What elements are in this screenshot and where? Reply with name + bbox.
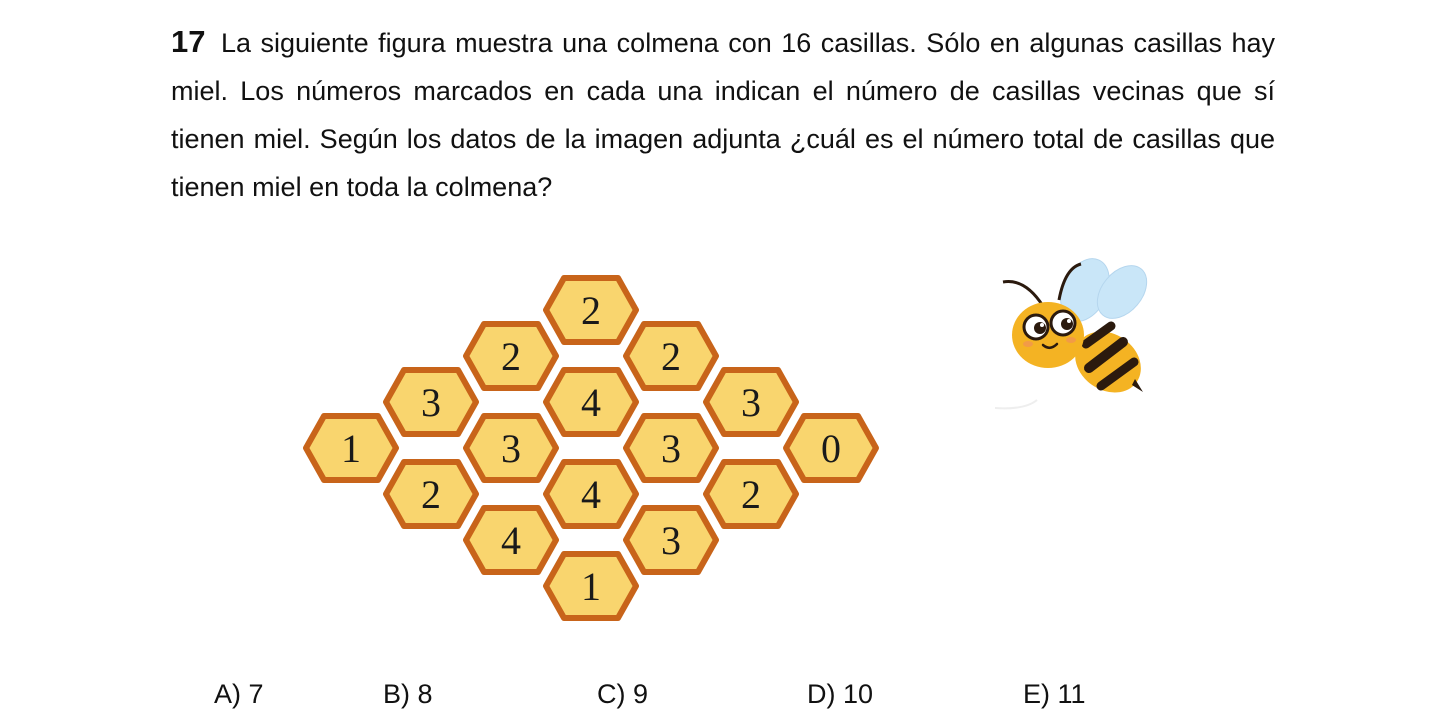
hive-cell-value: 4 bbox=[581, 472, 601, 517]
hive-cell-top bbox=[546, 278, 636, 342]
hive-cell-left-low bbox=[386, 462, 476, 526]
hive-cell-value: 4 bbox=[501, 518, 521, 563]
hive-cell-value: 3 bbox=[421, 380, 441, 425]
hive-cell-bottom bbox=[546, 554, 636, 618]
hive-cell-inner-left bbox=[466, 416, 556, 480]
hive-cell-value: 2 bbox=[421, 472, 441, 517]
answer-options bbox=[0, 676, 1446, 716]
hive-cell-value: 4 bbox=[581, 380, 601, 425]
hive-cell-value: 2 bbox=[741, 472, 761, 517]
option-d[interactable]: D) 10 bbox=[807, 679, 874, 709]
hive-cell-center-bottom bbox=[546, 462, 636, 526]
hive-cell-value: 3 bbox=[501, 426, 521, 471]
hive-cell-lower-right bbox=[626, 508, 716, 572]
hive-cell-value: 3 bbox=[741, 380, 761, 425]
bee-illustration bbox=[985, 250, 1165, 430]
honeycomb-figure bbox=[300, 262, 900, 632]
hive-cell-lower-left bbox=[466, 508, 556, 572]
hive-cell-value: 1 bbox=[581, 564, 601, 609]
hive-cell-value: 3 bbox=[661, 426, 681, 471]
hive-cell-far-right bbox=[786, 416, 876, 480]
hive-cell-left-high bbox=[386, 370, 476, 434]
hive-cell-value: 2 bbox=[661, 334, 681, 379]
option-a[interactable]: A) 7 bbox=[214, 679, 264, 709]
hive-cell-value: 3 bbox=[661, 518, 681, 563]
hive-cell-inner-right bbox=[626, 416, 716, 480]
question-text bbox=[171, 18, 1275, 211]
option-b[interactable]: B) 8 bbox=[383, 679, 433, 709]
question-number: 17 bbox=[171, 24, 206, 59]
option-e[interactable]: E) 11 bbox=[1023, 679, 1086, 709]
hive-cell-value: 2 bbox=[501, 334, 521, 379]
hive-cell-right-high bbox=[706, 370, 796, 434]
hive-cell-right-low bbox=[706, 462, 796, 526]
hive-cell-center-top bbox=[546, 370, 636, 434]
hive-cell-value: 0 bbox=[821, 426, 841, 471]
option-c[interactable]: C) 9 bbox=[597, 679, 649, 709]
hive-cell-value: 2 bbox=[581, 288, 601, 333]
hive-cell-upper-left bbox=[466, 324, 556, 388]
bee-trail bbox=[995, 400, 1037, 408]
hive-cell-value: 1 bbox=[341, 426, 361, 471]
hive-cell-far-left bbox=[306, 416, 396, 480]
question-body: La siguiente figura muestra una colmena con 16 casillas. Sólo en algunas casillas hay miel. Los números marcados en cada una indican el número de casillas vecinas que sí tienen miel. Según los datos de la imagen adjunta ¿cuál es el número total de casillas que tienen miel en toda la colmena? bbox=[171, 28, 1275, 202]
hive-cell-upper-right bbox=[626, 324, 716, 388]
